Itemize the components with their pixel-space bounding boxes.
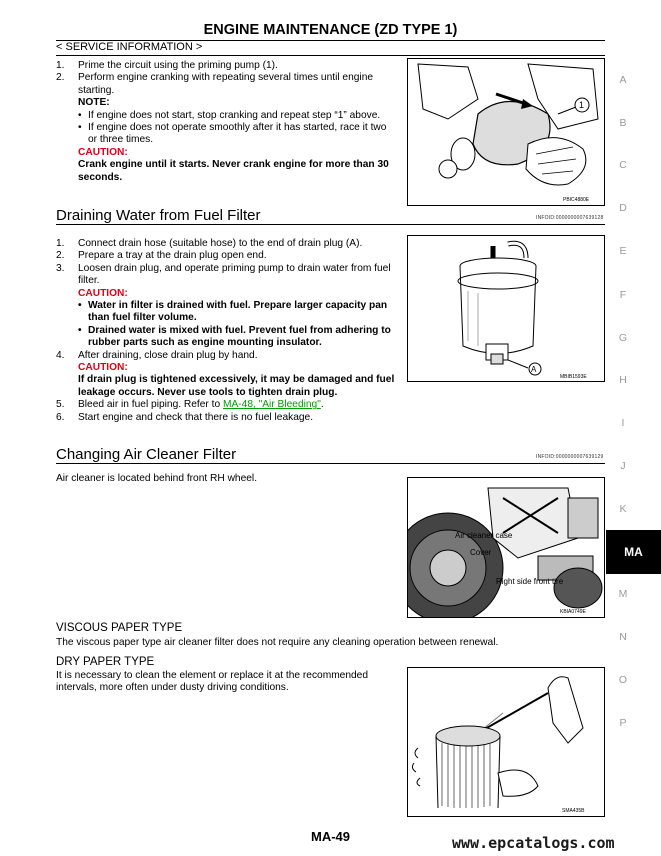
- viscous-heading: VISCOUS PAPER TYPE: [56, 622, 183, 634]
- figure-code: KBIA0749E: [560, 609, 586, 615]
- caution-label: CAUTION:: [78, 287, 128, 299]
- side-index-o[interactable]: O: [618, 674, 628, 686]
- air-cleaner-illustration: [408, 478, 604, 617]
- air-cleaner-figure: [407, 477, 605, 618]
- dry-heading: DRY PAPER TYPE: [56, 656, 155, 668]
- air-cleaner-heading: Changing Air Cleaner Filter: [56, 446, 237, 463]
- air-cleaner-location-text: Air cleaner is located behind front RH wheel.: [56, 473, 258, 484]
- priming-pump-figure: [407, 58, 605, 206]
- list-item: 6. Start engine and check that there is no fuel leakage.: [56, 411, 314, 423]
- info-id: INFOID:0000000007639129: [536, 454, 604, 460]
- side-index-b[interactable]: B: [619, 117, 627, 129]
- caution-text: If drain plug is tightened excessively, it may be damaged and fuel leakage occurs. Never use tools to tighten drain plug.: [78, 374, 395, 398]
- callout-1: 1: [579, 100, 585, 110]
- side-index-j[interactable]: J: [620, 460, 626, 472]
- figure-code: SMA435B: [562, 808, 585, 814]
- side-index-m[interactable]: M: [618, 588, 628, 600]
- watermark: www.epcatalogs.com: [452, 834, 615, 852]
- note-label: NOTE:: [78, 97, 110, 109]
- front-tire-label: Right side front tire: [496, 577, 564, 586]
- dry-text: It is necessary to clean the element or replace it at the recommended intervals, more often under dusty driving conditions.: [56, 670, 369, 694]
- side-index-ma-active[interactable]: MA: [606, 530, 661, 574]
- list-item: 2. Perform engine cranking with repeating several times until engine starting.: [56, 72, 374, 96]
- caution-item: • Water in filter is drained with fuel. Prepare larger capacity pan than fuel filter volume.: [78, 300, 388, 324]
- note-item: • If engine does not start, stop cranking and repeat step “1” above.: [78, 109, 381, 121]
- air-cleaner-case-label: Air cleaner case: [455, 531, 513, 540]
- side-index-g[interactable]: G: [618, 332, 628, 344]
- fuel-filter-illustration: [408, 236, 604, 381]
- priming-steps: [56, 60, 398, 184]
- draining-heading: Draining Water from Fuel Filter: [56, 207, 261, 224]
- viscous-text: The viscous paper type air cleaner filter does not require any cleaning operation between renewal.: [56, 637, 499, 648]
- page-number: MA-49: [310, 829, 350, 844]
- side-index-k[interactable]: K: [619, 503, 627, 515]
- note-item: • If engine does not operate smoothly after it has started, race it two or three times.: [78, 122, 387, 146]
- draining-steps: [56, 238, 398, 424]
- dry-filter-illustration: [408, 668, 604, 816]
- list-item: 5. Bleed air in fuel piping. Refer to MA-48, "Air Bleeding".: [56, 399, 324, 411]
- cover-label: Cover: [470, 548, 492, 557]
- caution-label: CAUTION:: [78, 146, 128, 158]
- section-rule: [56, 224, 605, 225]
- side-index-c[interactable]: C: [619, 159, 627, 171]
- caution-text: Crank engine until it starts. Never crank engine for more than 30 seconds.: [78, 159, 389, 183]
- side-index-d[interactable]: D: [619, 202, 627, 214]
- figure-code: PBIC4880E: [563, 197, 590, 203]
- side-index-a[interactable]: A: [619, 74, 627, 86]
- dry-filter-figure: [407, 667, 605, 817]
- priming-pump-illustration: [408, 59, 604, 205]
- header-rule-2: [56, 55, 605, 56]
- callout-a: A: [531, 365, 537, 374]
- page-title: ENGINE MAINTENANCE (ZD TYPE 1): [203, 22, 458, 38]
- side-index-e[interactable]: E: [619, 245, 627, 257]
- figure-code: MBIB1593E: [560, 374, 587, 380]
- list-item: 2. Prepare a tray at the drain plug open end.: [56, 250, 267, 262]
- list-item: 1. Connect drain hose (suitable hose) to the end of drain plug (A).: [56, 238, 363, 249]
- side-index-f[interactable]: F: [619, 289, 627, 301]
- air-bleeding-link[interactable]: MA-48, "Air Bleeding": [222, 399, 321, 411]
- side-index-p[interactable]: P: [619, 717, 627, 729]
- caution-item: • Drained water is mixed with fuel. Prevent fuel from adhering to rubber parts such as engine mounting insulator.: [78, 324, 391, 349]
- side-index-i[interactable]: I: [621, 417, 625, 429]
- list-item: 1. Prime the circuit using the priming pump (1).: [56, 60, 278, 71]
- side-index-n[interactable]: N: [619, 631, 627, 643]
- info-id: INFOID:0000000007639128: [536, 215, 604, 221]
- service-info-label: < SERVICE INFORMATION >: [56, 41, 203, 53]
- side-index-h[interactable]: H: [619, 374, 627, 386]
- caution-label: CAUTION:: [78, 362, 128, 374]
- list-item: 4. After draining, close drain plug by hand.: [56, 349, 258, 361]
- section-rule: [56, 463, 605, 464]
- fuel-filter-figure: [407, 235, 605, 382]
- list-item: 3. Loosen drain plug, and operate priming pump to drain water from fuel filter.: [56, 262, 391, 287]
